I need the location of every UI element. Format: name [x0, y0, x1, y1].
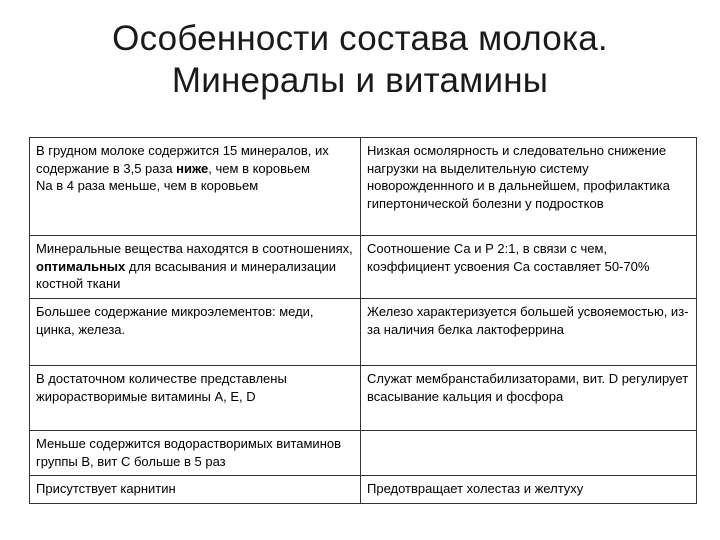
table-cell-right: Низкая осмолярность и следовательно снижение нагрузки на выделительную систему новорожденнного и в дальнейшем, профилактика гипертонической болезни у подростков	[361, 138, 697, 236]
table-row	[30, 366, 697, 431]
table-cell-left: Меньше содержится водорастворимых витаминов группы В, вит С больше в 5 раз	[30, 431, 361, 476]
title-line-2: Минералы и витамины	[171, 61, 549, 100]
table-cell-left: В достаточном количестве представлены жирорастворимые витамины А, Е, D	[30, 366, 361, 431]
table-cell-right: Соотношение Са и Р 2:1, в связи с чем, коэффициент усвоения Са составляет 50-70%	[361, 236, 697, 299]
cell-text: В грудном молоке содержится 15 минералов, их содержание в 3,5 раза	[36, 143, 329, 176]
table-row	[30, 431, 697, 476]
emphasis-text: ниже	[176, 160, 209, 176]
cell-text: для всасывания и минерализации костной ткани	[36, 258, 337, 291]
table-row	[30, 138, 697, 236]
table-row	[30, 236, 697, 299]
page-title	[0, 18, 720, 102]
cell-text: Минеральные вещества находятся в соотношениях,	[36, 241, 353, 256]
composition-table	[29, 137, 697, 504]
cell-paragraph: Na в 4 раза меньше, чем в коровьем	[36, 178, 259, 193]
title-line-1: Особенности состава молока.	[112, 19, 608, 58]
table-row	[30, 476, 697, 504]
cell-paragraph	[36, 142, 354, 177]
table-cell-right: Служат мембранстабилизаторами, вит. D регулирует всасывание кальция и фосфора	[361, 366, 697, 431]
table-cell-left: Присутствует карнитин	[30, 476, 361, 504]
table-cell-right: Предотвращает холестаз и желтуху	[361, 476, 697, 504]
table-cell-left: Большее содержание микроэлементов: меди, цинка, железа.	[30, 299, 361, 366]
cell-text: , чем в коровьем	[208, 160, 310, 176]
table-row	[30, 299, 697, 366]
table-cell-left	[30, 138, 361, 236]
table-cell-right	[361, 431, 697, 476]
table-cell-left	[30, 236, 361, 299]
emphasis-text: оптимальных	[36, 258, 126, 274]
table-cell-right: Железо характеризуется большей усвояемостью, из-за наличия белка лактоферрина	[361, 299, 697, 366]
